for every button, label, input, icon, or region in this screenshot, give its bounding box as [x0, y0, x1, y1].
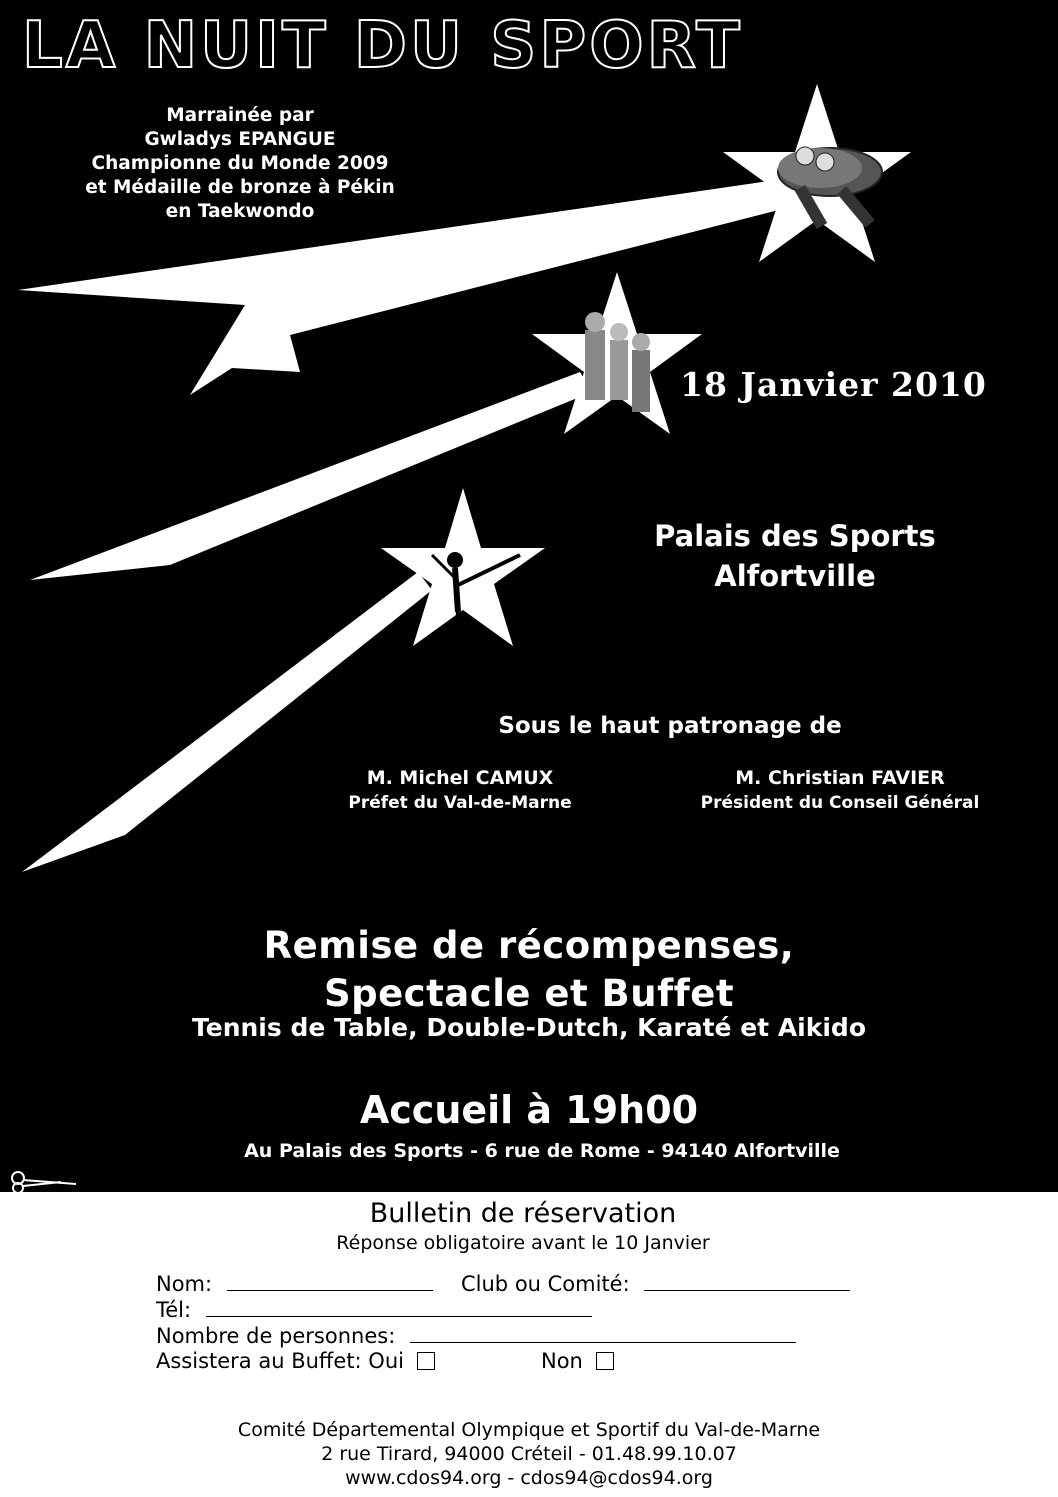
- patron-name: M. Christian FAVIER: [735, 767, 945, 789]
- form-subtitle: Réponse obligatoire avant le 10 Janvier: [336, 1232, 710, 1254]
- patron-1: [290, 765, 630, 815]
- non-checkbox[interactable]: [596, 1352, 614, 1370]
- welcome-time: Accueil à 19h00: [359, 1088, 699, 1132]
- tel-field[interactable]: [206, 1315, 592, 1317]
- patron-2: [650, 765, 1030, 815]
- venue-line: Alfortville: [714, 559, 876, 593]
- marraine-line: Gwladys EPANGUE: [144, 129, 336, 150]
- marraine-block: [30, 104, 450, 224]
- marraine-line: en Taekwondo: [165, 201, 315, 222]
- oui-checkbox[interactable]: [417, 1352, 435, 1370]
- address: Au Palais des Sports - 6 rue de Rome - 94140 Alfortville: [244, 1140, 840, 1162]
- footer-line: 2 rue Tirard, 94000 Créteil - 01.48.99.10.07: [321, 1443, 737, 1465]
- venue: [600, 516, 990, 596]
- tel-row: [156, 1298, 592, 1322]
- program-line: Spectacle et Buffet: [323, 972, 735, 1015]
- nom-label: Nom:: [156, 1272, 213, 1296]
- patron-role: Préfet du Val-de-Marne: [348, 793, 572, 813]
- buffet-label: Assistera au Buffet: Oui: [156, 1349, 404, 1373]
- sports-list: Tennis de Table, Double-Dutch, Karaté et Aikido: [192, 1013, 866, 1042]
- program-line: Remise de récompenses,: [263, 924, 795, 967]
- patron-role: Président du Conseil Général: [700, 793, 980, 813]
- nom-field[interactable]: [227, 1289, 433, 1291]
- marraine-line: Championne du Monde 2009: [91, 153, 389, 174]
- patron-name: M. Michel CAMUX: [366, 767, 554, 789]
- club-field[interactable]: [644, 1289, 850, 1291]
- nombre-row: [156, 1324, 796, 1348]
- tel-label: Tél:: [156, 1298, 192, 1322]
- poster-title: LA NUIT DU SPORT: [22, 9, 743, 83]
- footer-line: Comité Départemental Olympique et Sportif du Val-de-Marne: [237, 1419, 821, 1441]
- footer: [0, 1418, 1058, 1490]
- event-date: 18 Janvier 2010: [680, 365, 987, 404]
- reservation-form: [0, 1192, 1058, 1497]
- patronage-heading: Sous le haut patronage de: [498, 713, 842, 739]
- non-label: Non: [541, 1349, 583, 1373]
- star-3: [381, 488, 545, 646]
- nombre-label: Nombre de personnes:: [156, 1324, 396, 1348]
- marraine-line: et Médaille de bronze à Pékin: [85, 177, 395, 198]
- venue-line: Palais des Sports: [654, 519, 936, 553]
- nombre-field[interactable]: [410, 1341, 796, 1343]
- nom-row: [156, 1272, 433, 1296]
- scissors-icon: [6, 1170, 86, 1192]
- footer-line: www.cdos94.org - cdos94@cdos94.org: [345, 1467, 713, 1489]
- club-row: [461, 1272, 850, 1296]
- buffet-row: [156, 1349, 435, 1373]
- program-heading: [0, 922, 1058, 1018]
- form-title: Bulletin de réservation: [369, 1198, 677, 1229]
- non-row: [541, 1349, 614, 1373]
- children-figures-icon: [585, 312, 650, 412]
- club-label: Club ou Comité:: [461, 1272, 630, 1296]
- marraine-line: Marrainée par: [166, 105, 314, 126]
